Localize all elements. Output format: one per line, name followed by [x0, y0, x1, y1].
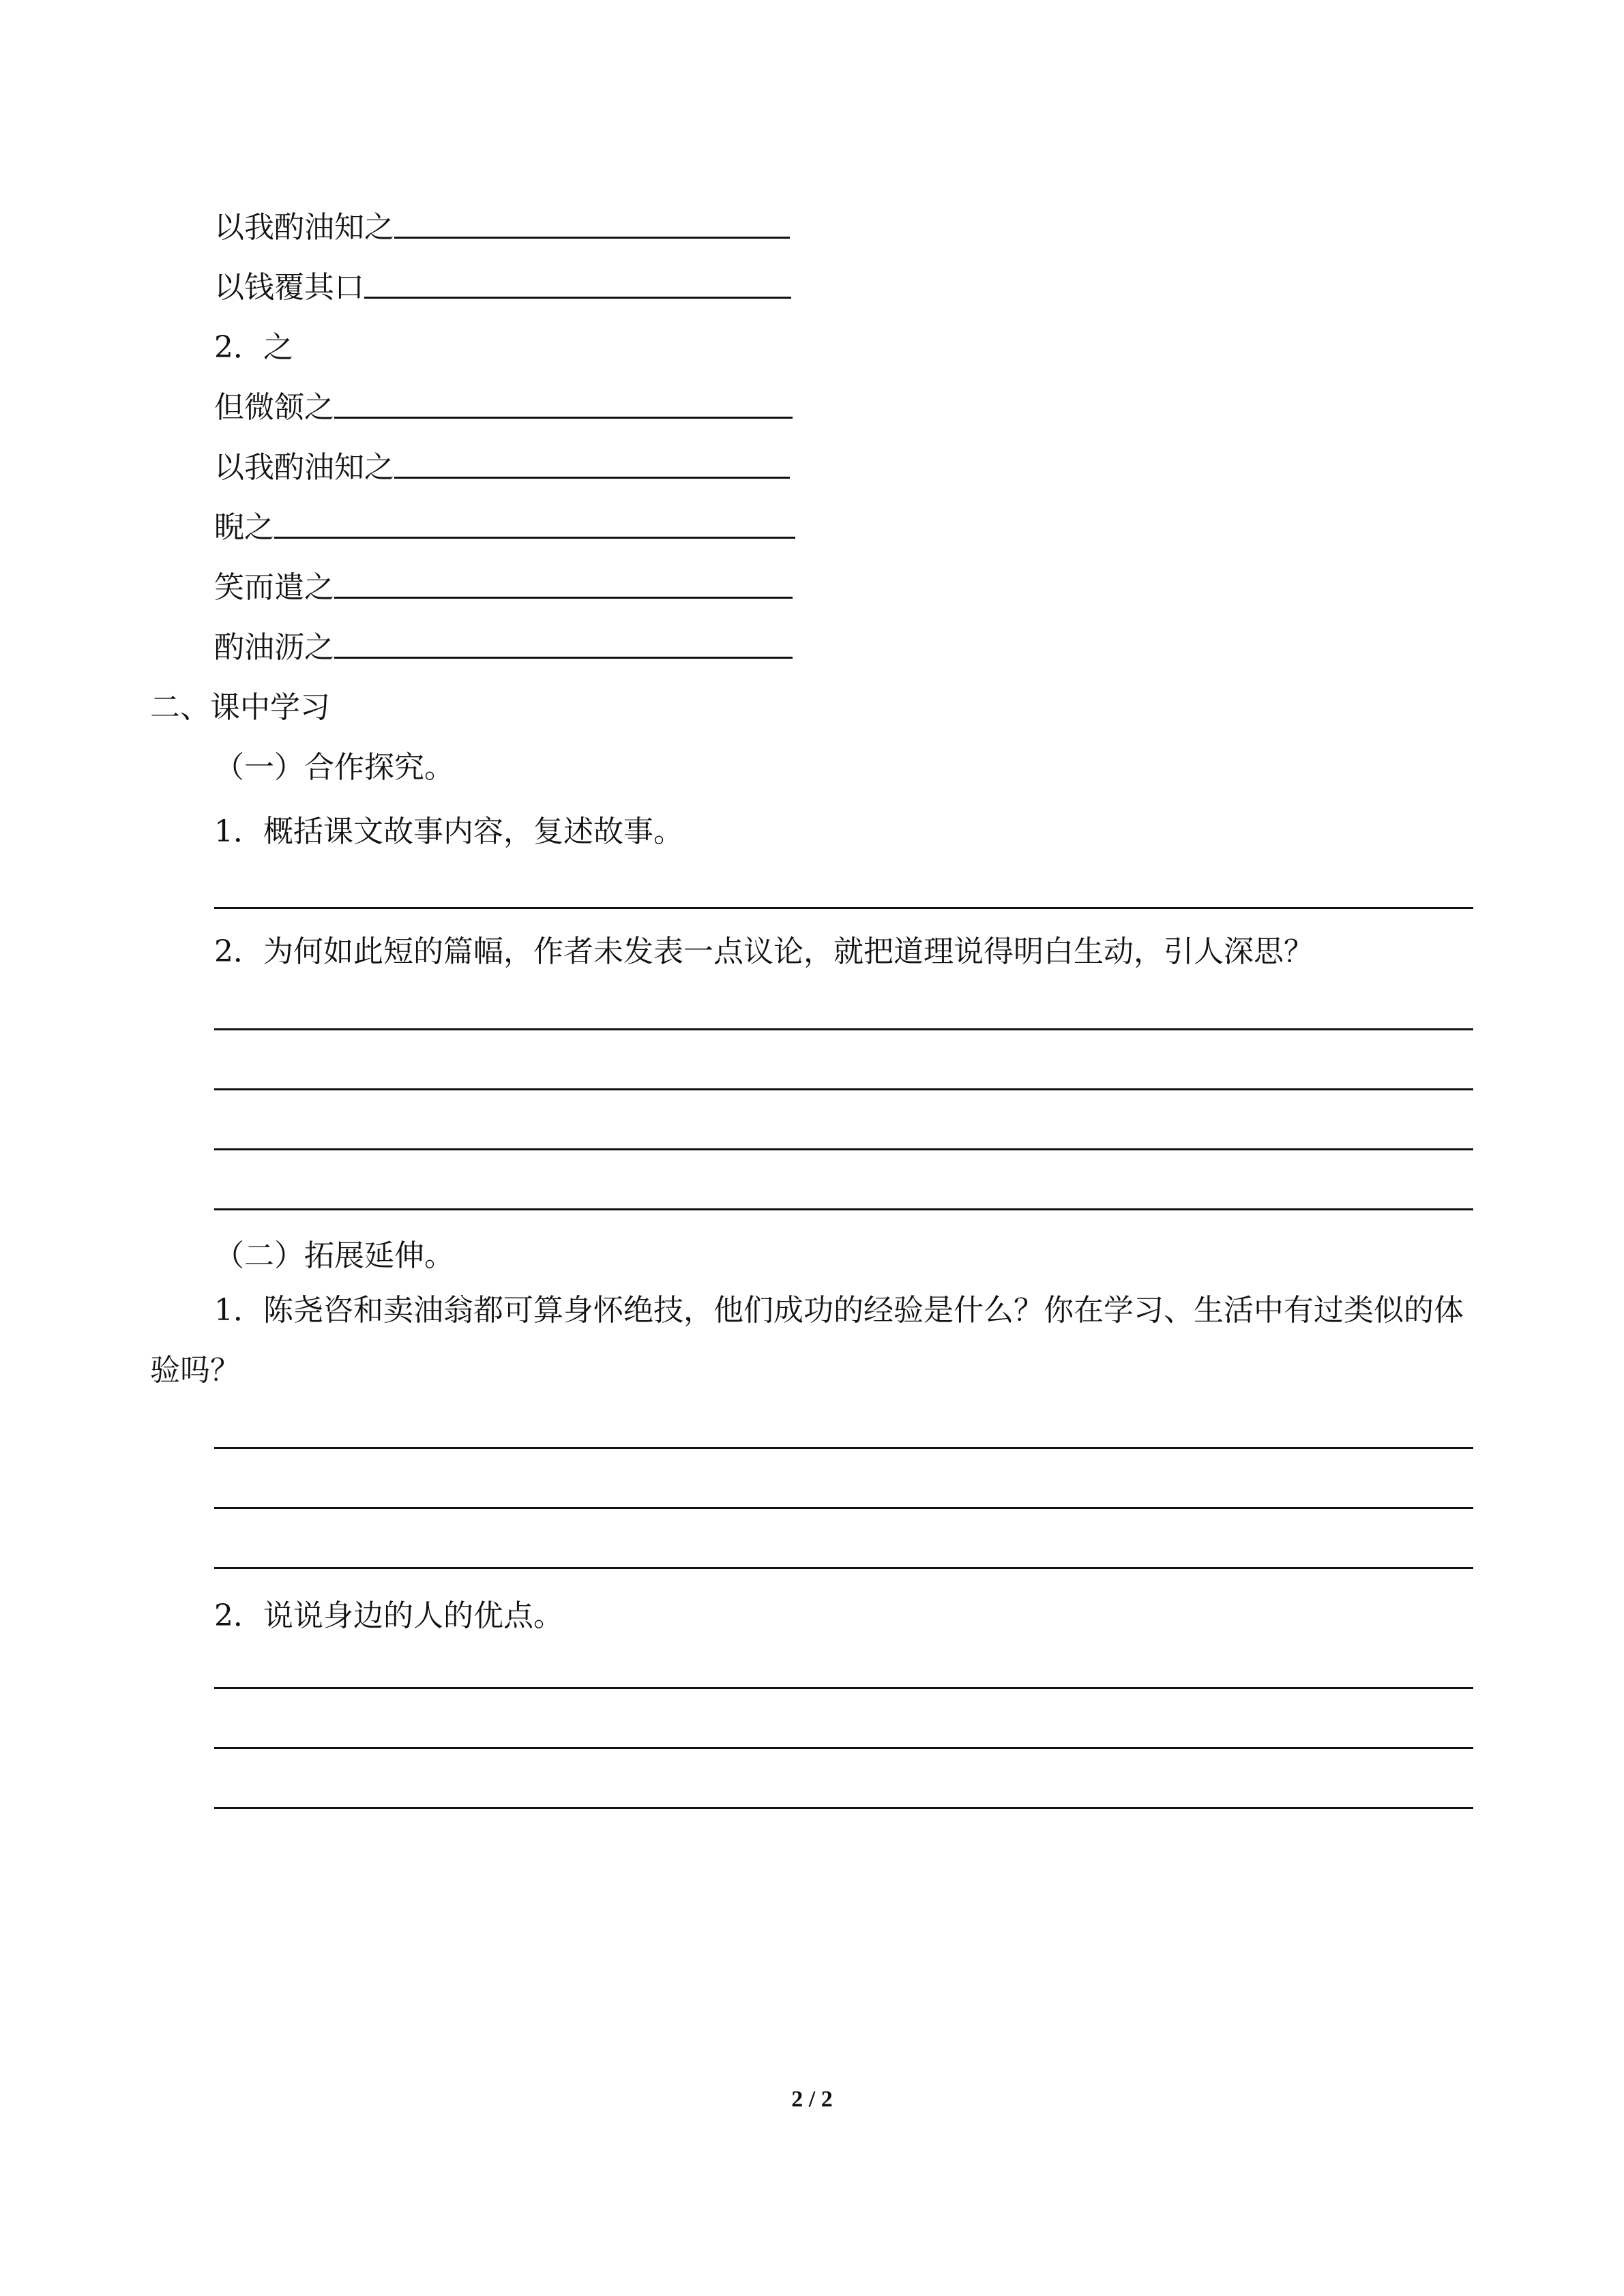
answer-line[interactable] [214, 1507, 1473, 1509]
fill-in-item [214, 627, 793, 668]
section-heading: 二、课中学习 [150, 690, 330, 725]
fill-in-item [214, 567, 793, 608]
answer-line[interactable] [214, 907, 1473, 909]
fill-in-item [214, 447, 790, 488]
fill-in-label: 睨之 [214, 510, 274, 545]
question-text: 1．概括课文故事内容，复述故事。 [214, 814, 683, 849]
fill-in-label: 但微颔之 [214, 390, 334, 425]
fill-in-label: 以我酌油知之 [214, 450, 394, 485]
answer-line[interactable] [214, 1148, 1473, 1150]
subsection-heading: （二）拓展延伸。 [214, 1238, 454, 1273]
answer-blank[interactable] [334, 597, 793, 599]
answer-line[interactable] [214, 1747, 1473, 1749]
answer-line[interactable] [214, 1447, 1473, 1449]
answer-line[interactable] [214, 1567, 1473, 1569]
fill-in-item [214, 387, 793, 428]
question-text: 2．为何如此短的篇幅，作者未发表一点议论，就把道理说得明白生动，引人深思？ [214, 934, 1314, 969]
page-number: 2 / 2 [791, 2087, 833, 2112]
fill-in-item [214, 267, 791, 308]
answer-blank[interactable] [394, 477, 790, 479]
question-text: 2．说说身边的人的优点。 [214, 1598, 563, 1633]
answer-line[interactable] [214, 1687, 1473, 1689]
fill-in-label: 以钱覆其口 [214, 270, 364, 305]
answer-blank[interactable] [334, 657, 793, 659]
item-heading: 2．之 [214, 330, 293, 365]
fill-in-label: 以我酌油知之 [214, 210, 394, 245]
answer-blank[interactable] [274, 537, 795, 539]
answer-blank[interactable] [334, 417, 793, 419]
fill-in-item [214, 207, 790, 248]
answer-line[interactable] [214, 1028, 1473, 1030]
fill-in-item [214, 507, 795, 548]
fill-in-label: 酌油沥之 [214, 630, 334, 665]
answer-line[interactable] [214, 1208, 1473, 1210]
question-text: 1．陈尧咨和卖油翁都可算身怀绝技，他们成功的经验是什么？你在学习、生活中有过类似的体验吗？ [150, 1293, 1464, 1388]
answer-blank[interactable] [394, 237, 790, 239]
fill-in-label: 笑而遣之 [214, 570, 334, 605]
subsection-heading: （一）合作探究。 [214, 750, 454, 785]
answer-blank[interactable] [364, 297, 791, 299]
answer-line[interactable] [214, 1807, 1473, 1809]
answer-line[interactable] [214, 1088, 1473, 1090]
